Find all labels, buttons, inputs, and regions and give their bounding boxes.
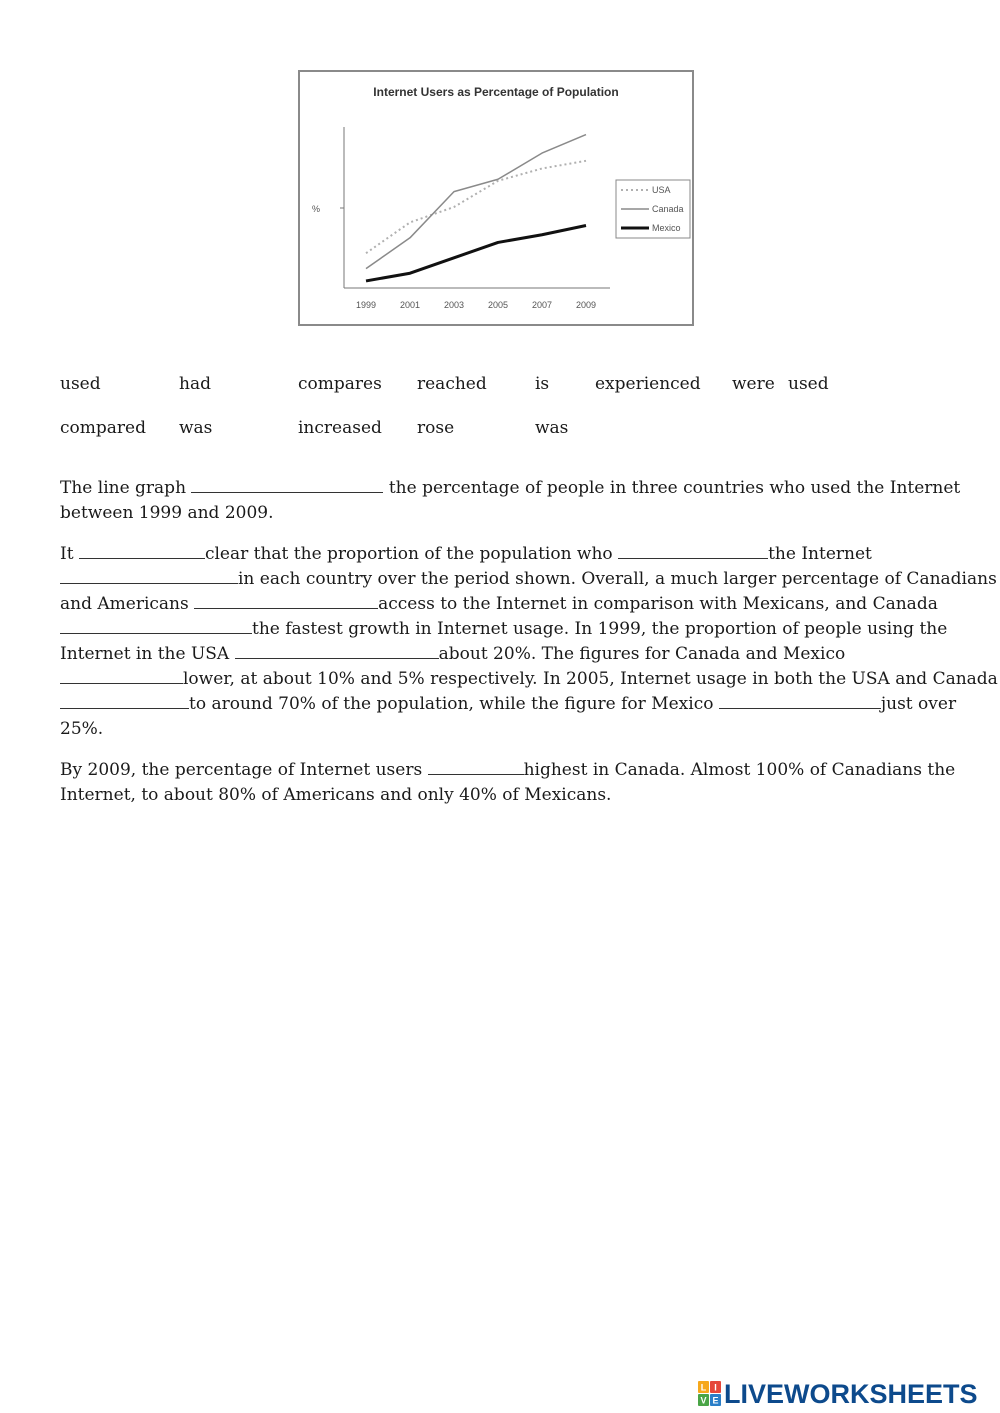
answer-blank-8[interactable] [60,668,183,684]
text: The line graph [60,478,192,498]
text: and Americans [60,594,195,614]
text: lower, at about 10% and 5% respectively. In 2005, Internet usage in both the USA and Canada [183,669,998,689]
text: just over [880,694,957,714]
text: By 2009, the percentage of Internet users [60,760,428,780]
series-line-mexico [366,225,586,280]
text: about 20%. The figures for Canada and Mexico [438,644,846,664]
text: the percentage of people in three countries who used the Internet [383,478,961,498]
text: in each country over the period shown. Overall, a much larger percentage of Canadians [238,569,997,589]
logo-tile-letter: E [712,1395,719,1406]
paragraph-3 [60,758,956,808]
text: access to the Internet in comparison with Mexicans, and Canada [378,594,938,614]
text: 25%. [60,719,104,739]
word-bank-item: experienced [595,374,701,394]
paragraph-1 [60,476,961,526]
word-bank-item: used [60,374,101,394]
word-bank-item: had [179,374,211,394]
logo-mark-icon [698,1381,722,1407]
answer-blank-3[interactable] [618,543,768,559]
answer-blank-1[interactable] [191,477,383,493]
answer-blank-9[interactable] [60,693,189,709]
x-tick-label: 2005 [487,300,509,310]
answer-blank-2[interactable] [79,543,205,559]
legend-label-canada: Canada [652,204,684,214]
x-tick-label: 2003 [443,300,465,310]
text: Internet in the USA [60,644,235,664]
text: between 1999 and 2009. [60,503,274,523]
text: the Internet [768,544,872,564]
line-chart [300,72,692,324]
word-bank-item: reached [417,374,487,394]
word-bank-item: rose [417,418,455,438]
answer-blank-4[interactable] [60,568,238,584]
logo-tile-letter: V [700,1395,707,1406]
text: highest in Canada. Almost 100% of Canadians the [523,760,956,780]
y-axis-label: % [312,204,321,214]
word-bank-item: were [732,374,775,394]
logo-tile-letter: L [700,1382,707,1393]
paragraph-2 [60,542,998,742]
text: to around 70% of the population, while the figure for Mexico [189,694,719,714]
legend-label-usa: USA [652,185,671,195]
liveworksheets-logo[interactable] [698,1378,978,1410]
series-line-usa [366,161,586,253]
word-bank-item: was [179,418,213,438]
word-bank-item: is [535,374,550,394]
series-line-canada [366,135,586,269]
x-tick-label: 1999 [355,300,377,310]
legend-label-mexico: Mexico [652,223,681,233]
chart-figure [298,70,694,326]
x-tick-label: 2009 [575,300,597,310]
x-tick-label: 2007 [531,300,553,310]
answer-blank-6[interactable] [60,618,252,634]
answer-blank-5[interactable] [194,593,378,609]
word-bank-item: used [788,374,829,394]
chart-title: Internet Users as Percentage of Population [373,85,619,99]
word-bank-item: was [535,418,569,438]
answer-blank-11[interactable] [428,759,524,775]
x-tick-label: 2001 [399,300,421,310]
text: Internet, to about 80% of Americans and only 40% of Mexicans. [60,785,612,805]
word-bank-item: increased [298,418,382,438]
text: It [60,544,79,564]
text: the fastest growth in Internet usage. In 1999, the proportion of people using the [252,619,948,639]
answer-blank-10[interactable] [719,693,881,709]
logo-text: LIVEWORKSHEETS [724,1378,978,1409]
text: clear that the proportion of the population who [204,544,619,564]
word-bank-item: compared [60,418,146,438]
answer-blank-7[interactable] [235,643,439,659]
word-bank-item: compares [298,374,382,394]
logo-tile-letter: I [714,1382,717,1393]
